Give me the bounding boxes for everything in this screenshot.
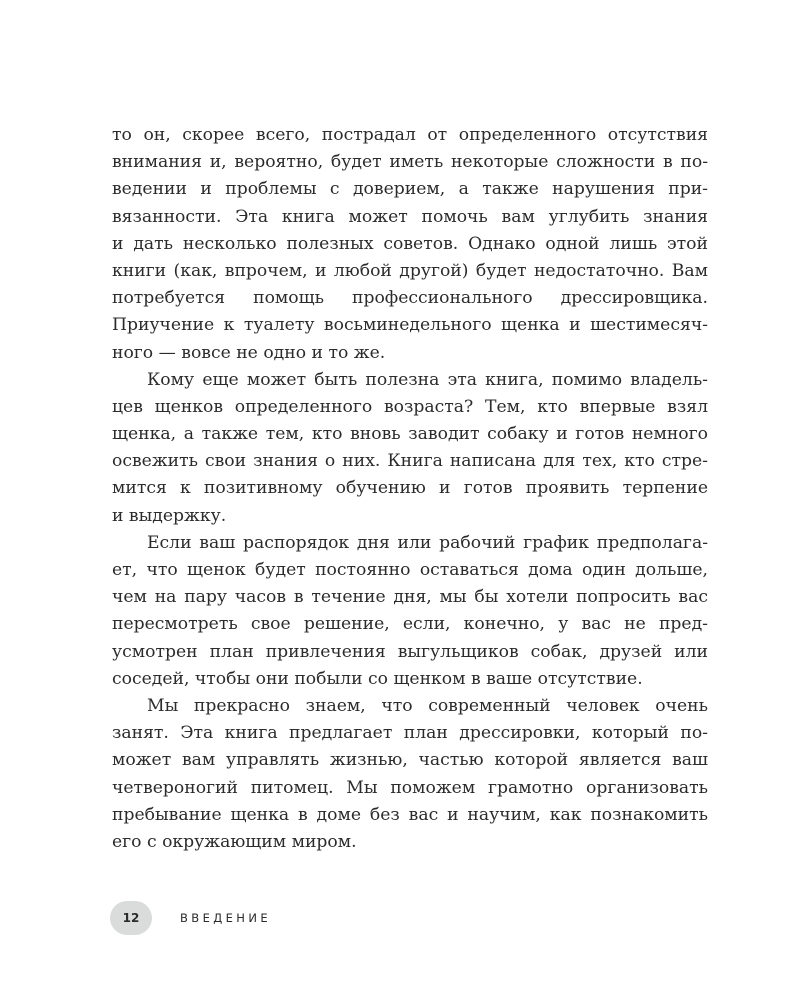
text-line: усмотрен план привлечения выгульщиков собак, друзей или — [112, 641, 708, 662]
text-line: его с окружающим миром. — [112, 831, 357, 852]
paragraph — [112, 693, 708, 856]
text-line: освежить свои знания о них. Книга написана для тех, кто стре- — [112, 451, 708, 472]
text-line: Кому еще может быть полезна эта книга, помимо владель- — [147, 369, 708, 390]
paragraph — [112, 530, 708, 693]
text-line: потребуется помощь профессионального дрессировщика. — [112, 288, 708, 309]
text-line: вязанности. Эта книга может помочь вам углубить знания — [112, 206, 708, 227]
text-line: занят. Эта книга предлагает план дрессировки, который по- — [112, 723, 708, 744]
running-header-section-title: ВВЕДЕНИЕ — [180, 911, 272, 925]
paragraph — [112, 122, 708, 367]
text-line: соседей, чтобы они побыли со щенком в ваше отсутствие. — [112, 668, 643, 689]
text-line: четвероногий питомец. Мы поможем грамотно организовать — [112, 777, 708, 798]
text-line: щенка, а также тем, кто вновь заводит собаку и готов немного — [112, 424, 708, 445]
text-line: ет, что щенок будет постоянно оставаться дома один дольше, — [112, 560, 708, 580]
text-line: ного — вовсе не одно и то же. — [112, 342, 386, 363]
text-line: чем на пару часов в течение дня, мы бы хотели попросить вас — [112, 587, 708, 608]
page-footer — [110, 898, 271, 938]
text-line: ведении и проблемы с доверием, а также нарушения при- — [112, 179, 708, 200]
text-line: Приучение к туалету восьминедельного щенка и шестимесяч- — [112, 315, 708, 336]
text-line: книги (как, впрочем, и любой другой) будет недостаточно. Вам — [112, 260, 708, 281]
paragraph — [112, 367, 708, 530]
text-line: может вам управлять жизнью, частью которой является ваш — [112, 750, 708, 771]
text-line: то он, скорее всего, пострадал от определенного отсутствия — [112, 125, 708, 145]
text-line: и выдержку. — [112, 505, 227, 526]
text-line: и дать несколько полезных советов. Однако одной лишь этой — [112, 233, 708, 254]
page-number-badge: 12 — [110, 901, 152, 935]
text-line: цев щенков определенного возраста? Тем, кто впервые взял — [112, 396, 708, 417]
text-line: внимания и, вероятно, будет иметь некоторые сложности в по- — [112, 152, 708, 173]
text-line: мится к позитивному обучению и готов проявить терпение — [112, 478, 708, 499]
text-line: пересмотреть свое решение, если, конечно, у вас не пред- — [112, 614, 708, 635]
text-line: Мы прекрасно знаем, что современный человек очень — [147, 695, 708, 716]
text-line: Если ваш распорядок дня или рабочий график предполага- — [147, 532, 708, 553]
body-text — [112, 122, 708, 856]
text-line: пребывание щенка в доме без вас и научим, как познакомить — [112, 804, 708, 825]
